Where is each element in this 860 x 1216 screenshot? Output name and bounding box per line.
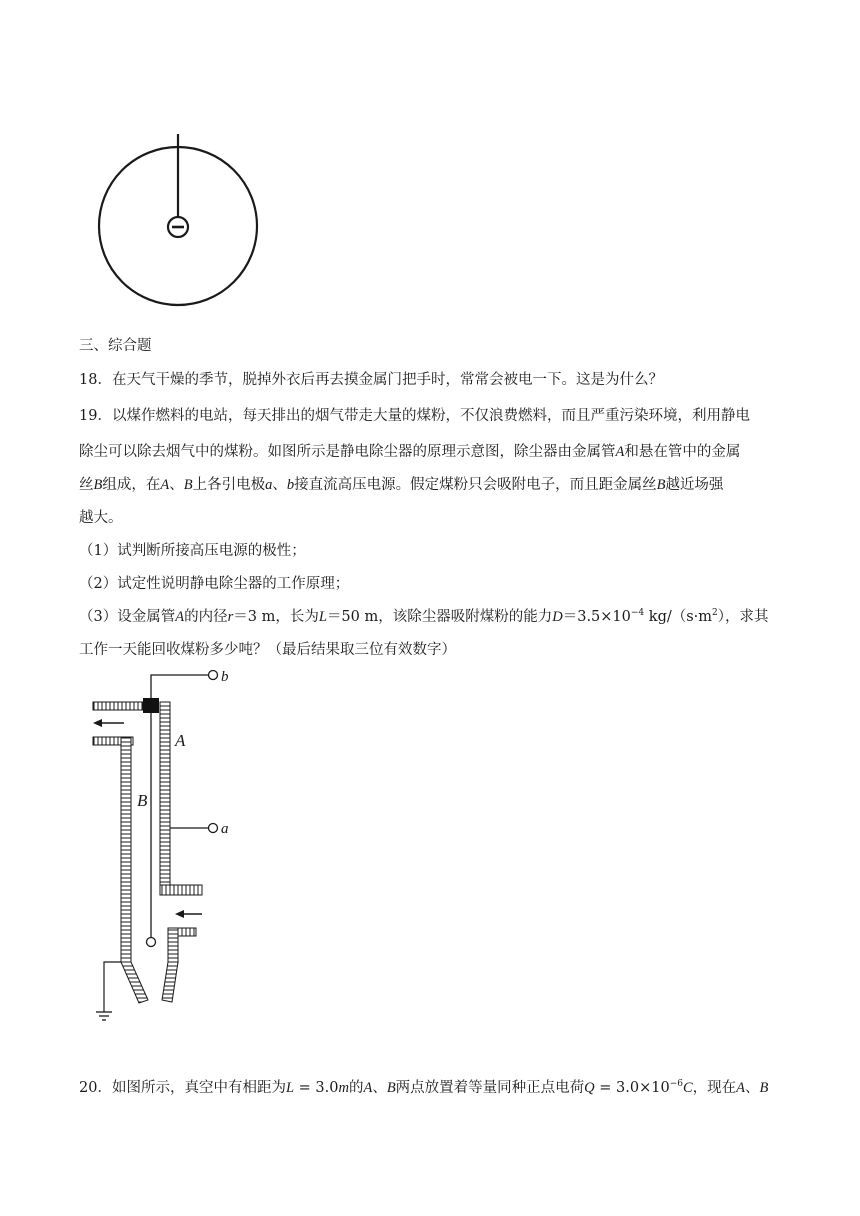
- outlet-duct-upper-wall: [93, 702, 143, 710]
- question-19-sub-1: （1）试判断所接高压电源的极性；: [79, 543, 306, 559]
- section-heading: 三、综合题: [79, 338, 152, 354]
- label-A: A: [175, 731, 186, 750]
- question-19-line-4: 越大。: [79, 510, 123, 526]
- question-19-line-3: 丝B组成，在A、B上各引电极a、b接直流高压电源。假定煤粉只会吸附电子，而且距金属丝B越近场强: [79, 477, 724, 493]
- inlet-duct-lower-wall: [168, 928, 196, 963]
- label-B: B: [137, 791, 148, 810]
- insulator-block: [143, 698, 159, 713]
- question-19-line-2: 除尘可以除去烟气中的煤粉。如图所示是静电除尘器的原理示意图，除尘器由金属管A和悬在管中的金属: [79, 444, 741, 460]
- ground-icon: [96, 962, 121, 1020]
- label-a: a: [221, 821, 229, 837]
- pipe-left-wall: [93, 737, 133, 962]
- question-20-line-1: 20．如图所示，真空中有相距为L = 3.0m的A、B两点放置着等量同种正点电荷$Q = 3.0\times 10^{-6}C$，现在A、B: [79, 1079, 769, 1096]
- bottom-funnel: [121, 962, 178, 1003]
- precipitator-figure: [80, 662, 250, 1032]
- label-b: b: [221, 669, 229, 685]
- charged-sphere-figure: [90, 126, 270, 316]
- electrode-b-lead: [151, 671, 218, 699]
- inlet-arrow-icon: [175, 910, 202, 918]
- question-19-sub-3-line-2: 工作一天能回收煤粉多少吨？（最后结果取三位有效数字）: [79, 642, 456, 658]
- electrode-a-lead: [170, 824, 218, 833]
- question-19-sub-3: （3）设金属管A的内径r＝3 m，长为L＝50 m，该除尘器吸附煤粉的能力$D=3.5\times 10^{-4}$ $kg/(s\cdot m^2)$，求其: [79, 608, 769, 625]
- question-19-line-1: 19．以煤作燃料的电站，每天排出的烟气带走大量的煤粉，不仅浪费燃料，而且严重污染环境，利用静电: [79, 408, 750, 424]
- metal-wire-B: [147, 713, 156, 947]
- outlet-arrow-icon: [93, 719, 124, 727]
- question-18: 18．在天气干燥的季节，脱掉外衣后再去摸金属门把手时，常常会被电一下。这是为什么？: [79, 372, 663, 388]
- question-19-sub-2: （2）试定性说明静电除尘器的工作原理；: [79, 576, 350, 592]
